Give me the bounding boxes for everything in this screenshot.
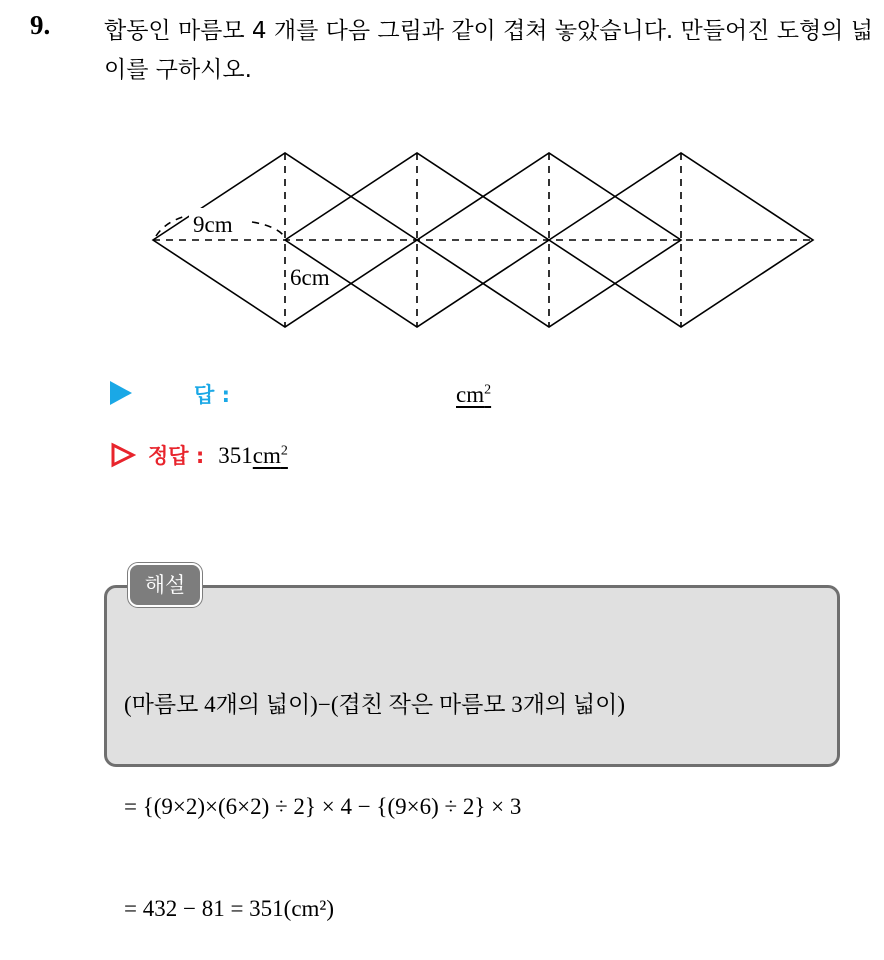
label-9cm: 9cm [193, 212, 233, 237]
solution-line-2: = {(9×2)×(6×2) ÷ 2} × 4 − {(9×6) ÷ 2} × 3 [124, 794, 522, 819]
solution-line-3: = 432 − 81 = 351(cm²) [124, 896, 334, 921]
answer-unit: $cm^2$ [456, 382, 492, 407]
correct-answer-unit: $cm^2$ [252, 443, 288, 468]
correct-answer-row [110, 437, 288, 470]
solution-tag: 해설 [128, 563, 202, 607]
correct-answer-label: 정답 : [148, 444, 205, 468]
question-number: 9. [30, 10, 51, 40]
correct-answer-value: 351 [218, 443, 253, 468]
filled-triangle-icon [110, 381, 132, 405]
solution-line-1: (마름모 4개의 넓이)−(겹친 작은 마름모 3개의 넓이) [124, 692, 626, 717]
label-6cm: 6cm [290, 265, 330, 290]
answer-row [110, 378, 491, 409]
answer-label: 답 : [194, 383, 230, 407]
outline-triangle-icon [110, 442, 136, 468]
question-text: 합동인 마름모 4 개를 다음 그림과 같이 겹쳐 놓았습니다. 만들어진 도형의 넓이를 구하시오. [104, 18, 873, 83]
solution-text [124, 620, 625, 960]
